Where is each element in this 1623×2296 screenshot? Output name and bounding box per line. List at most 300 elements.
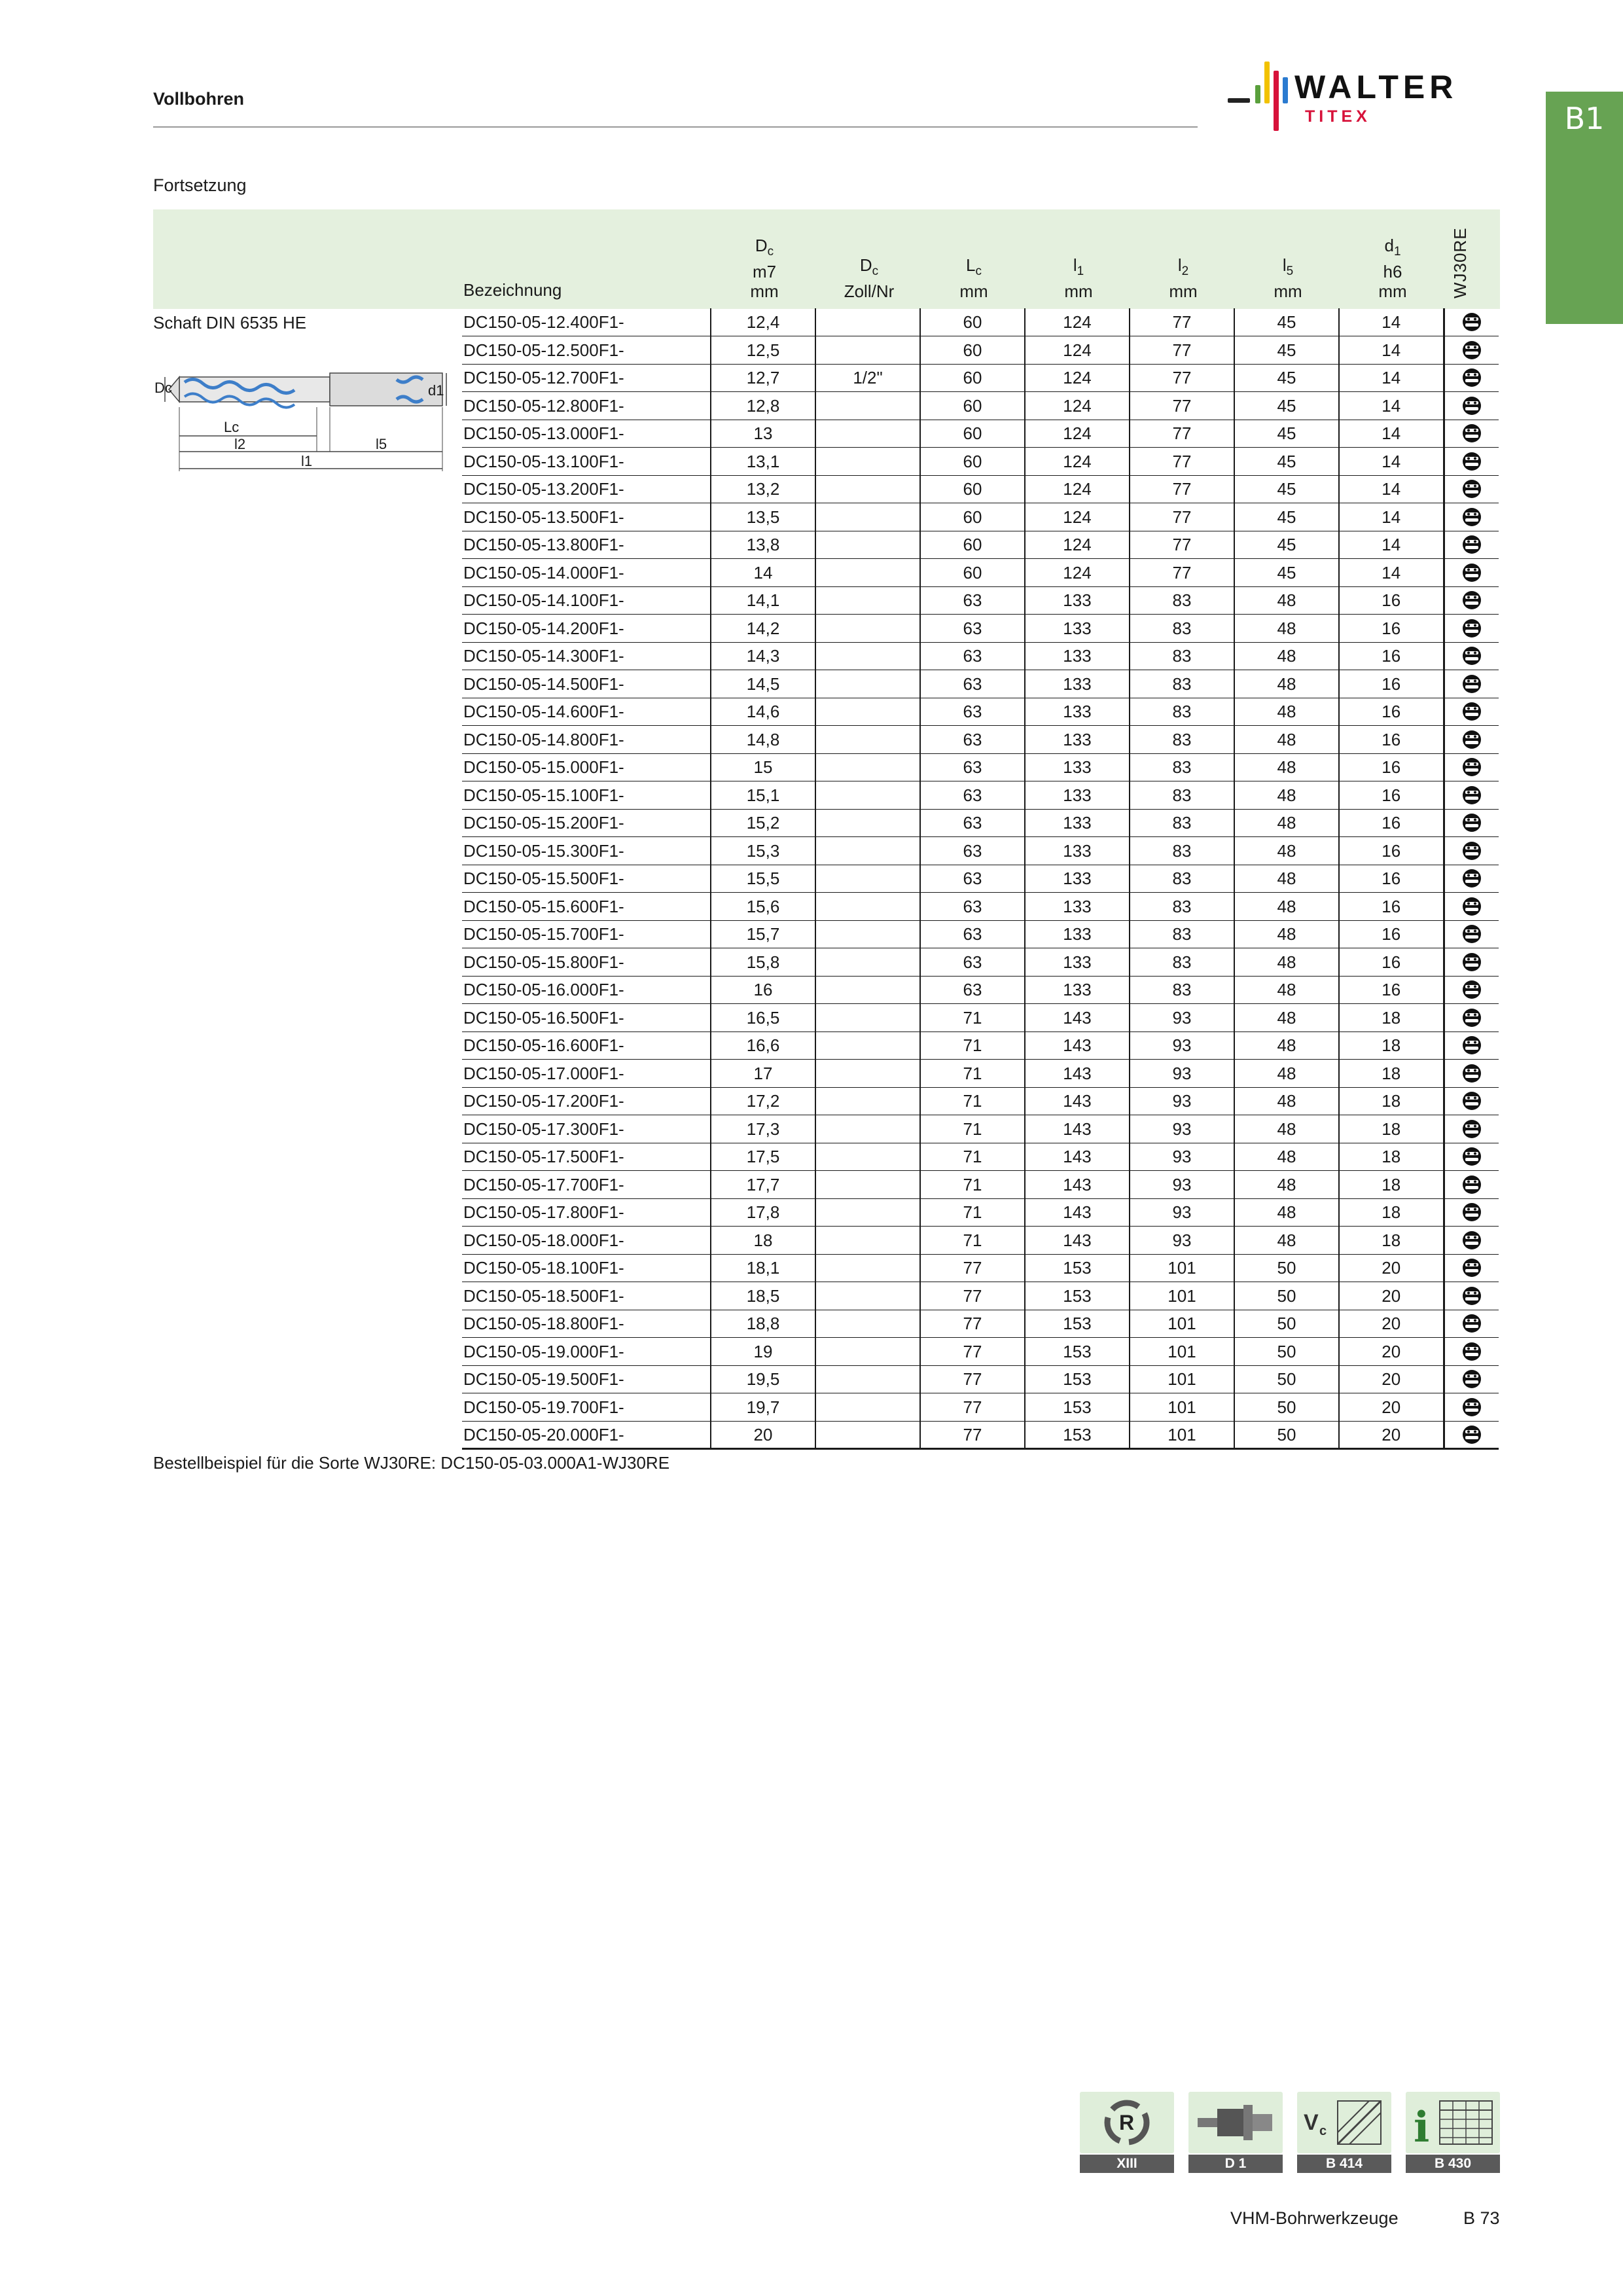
cell-dc: 14,2: [711, 615, 815, 643]
cell-d1: 18: [1339, 1087, 1444, 1115]
cell-d1: 14: [1339, 475, 1444, 503]
cell-l2: 77: [1130, 448, 1234, 476]
cell-l1: 143: [1025, 1198, 1130, 1227]
nav-reconditioning[interactable]: [1080, 2092, 1174, 2173]
cell-lc: 71: [920, 1087, 1025, 1115]
table-row: [462, 1115, 1499, 1143]
cell-l5: 48: [1234, 1227, 1339, 1255]
cell-dc: 17,7: [711, 1171, 815, 1199]
grade-availability-icon: [1444, 1365, 1499, 1393]
grade-availability-icon: [1444, 726, 1499, 754]
cell-bez: DC150-05-16.500F1-: [462, 1004, 711, 1032]
cell-dc: 14,6: [711, 698, 815, 726]
col-header-grade: WJ30RE: [1450, 227, 1470, 298]
cell-lc: 71: [920, 1031, 1025, 1060]
cell-dc: 16,5: [711, 1004, 815, 1032]
cell-l2: 83: [1130, 753, 1234, 781]
table-row: [462, 1031, 1499, 1060]
cell-d1: 16: [1339, 837, 1444, 865]
cell-bez: DC150-05-15.000F1-: [462, 753, 711, 781]
nav-label: B 414: [1297, 2155, 1391, 2173]
cell-l5: 45: [1234, 559, 1339, 587]
table-row: [462, 642, 1499, 670]
table-row: [462, 1365, 1499, 1393]
cell-inch: [815, 336, 920, 365]
cell-l1: 143: [1025, 1031, 1130, 1060]
cell-l5: 48: [1234, 753, 1339, 781]
grade-availability-icon: [1444, 420, 1499, 448]
grade-availability-icon: [1444, 308, 1499, 336]
cell-bez: DC150-05-12.800F1-: [462, 392, 711, 420]
cell-bez: DC150-05-15.300F1-: [462, 837, 711, 865]
logo-submark: TITEX: [1305, 107, 1371, 126]
grade-availability-icon: [1444, 531, 1499, 559]
cell-l5: 50: [1234, 1393, 1339, 1422]
cell-inch: [815, 1171, 920, 1199]
cell-dc: 15,6: [711, 893, 815, 921]
cell-d1: 14: [1339, 308, 1444, 336]
cell-l5: 45: [1234, 308, 1339, 336]
grade-availability-icon: [1444, 586, 1499, 615]
cell-lc: 63: [920, 586, 1025, 615]
grade-availability-icon: [1444, 1227, 1499, 1255]
cell-d1: 20: [1339, 1282, 1444, 1310]
cell-bez: DC150-05-15.600F1-: [462, 893, 711, 921]
cell-inch: [815, 1282, 920, 1310]
grade-availability-icon: [1444, 364, 1499, 392]
cell-dc: 19,5: [711, 1365, 815, 1393]
table-row: [462, 559, 1499, 587]
table-row: [462, 336, 1499, 365]
cell-dc: 12,5: [711, 336, 815, 365]
cell-inch: [815, 809, 920, 837]
cell-l5: 48: [1234, 615, 1339, 643]
cell-d1: 16: [1339, 726, 1444, 754]
cell-lc: 60: [920, 448, 1025, 476]
table-row: [462, 1143, 1499, 1171]
cell-l1: 153: [1025, 1393, 1130, 1422]
grade-availability-icon: [1444, 809, 1499, 837]
cell-lc: 77: [920, 1282, 1025, 1310]
cell-d1: 20: [1339, 1365, 1444, 1393]
grade-availability-icon: [1444, 503, 1499, 531]
cell-lc: 60: [920, 531, 1025, 559]
cell-l5: 45: [1234, 531, 1339, 559]
table-row: [462, 837, 1499, 865]
cell-lc: 71: [920, 1198, 1025, 1227]
cell-bez: DC150-05-18.800F1-: [462, 1310, 711, 1338]
cell-l1: 143: [1025, 1087, 1130, 1115]
cell-l2: 83: [1130, 586, 1234, 615]
grade-availability-icon: [1444, 336, 1499, 365]
footer-title: VHM-Bohrwerkzeuge: [1230, 2208, 1399, 2228]
cell-l5: 48: [1234, 1198, 1339, 1227]
cell-inch: [815, 781, 920, 810]
cell-l1: 153: [1025, 1338, 1130, 1366]
table-row: [462, 1393, 1499, 1422]
cell-l2: 77: [1130, 364, 1234, 392]
cell-lc: 63: [920, 893, 1025, 921]
cell-bez: DC150-05-16.000F1-: [462, 976, 711, 1004]
nav-cutting-data[interactable]: [1297, 2092, 1391, 2173]
cell-dc: 17,8: [711, 1198, 815, 1227]
table-row: [462, 865, 1499, 893]
table-row: [462, 976, 1499, 1004]
nav-tool-holder[interactable]: [1188, 2092, 1283, 2173]
cell-dc: 12,7: [711, 364, 815, 392]
drill-dimension-drawing: [153, 353, 448, 484]
cell-bez: DC150-05-14.600F1-: [462, 698, 711, 726]
cell-d1: 14: [1339, 336, 1444, 365]
cell-l1: 143: [1025, 1004, 1130, 1032]
cell-bez: DC150-05-13.000F1-: [462, 420, 711, 448]
cell-inch: [815, 615, 920, 643]
table-row: [462, 1087, 1499, 1115]
table-row: [462, 920, 1499, 948]
cell-l1: 153: [1025, 1254, 1130, 1282]
cell-d1: 14: [1339, 392, 1444, 420]
product-table: [462, 308, 1499, 1450]
cell-l1: 124: [1025, 308, 1130, 336]
table-row: [462, 475, 1499, 503]
cell-lc: 63: [920, 753, 1025, 781]
page-number: B 73: [1463, 2208, 1500, 2228]
cell-bez: DC150-05-13.100F1-: [462, 448, 711, 476]
cell-inch: [815, 1087, 920, 1115]
cell-dc: 19: [711, 1338, 815, 1366]
table-row: [462, 1171, 1499, 1199]
cell-l5: 48: [1234, 1115, 1339, 1143]
cell-l2: 83: [1130, 976, 1234, 1004]
cell-dc: 14,1: [711, 586, 815, 615]
cell-inch: [815, 670, 920, 698]
cell-lc: 77: [920, 1421, 1025, 1449]
cell-d1: 18: [1339, 1060, 1444, 1088]
cell-l1: 143: [1025, 1227, 1130, 1255]
cell-l2: 83: [1130, 781, 1234, 810]
col-header-dc: $D_c$ m7 mm: [750, 236, 779, 302]
grade-availability-icon: [1444, 1143, 1499, 1171]
cell-l2: 93: [1130, 1115, 1234, 1143]
cell-lc: 63: [920, 809, 1025, 837]
cell-l2: 101: [1130, 1365, 1234, 1393]
cell-l1: 124: [1025, 336, 1130, 365]
cell-l5: 50: [1234, 1365, 1339, 1393]
cell-l1: 133: [1025, 948, 1130, 977]
cell-lc: 63: [920, 698, 1025, 726]
table-row: [462, 1060, 1499, 1088]
col-header-lc: $L_c$ mm: [959, 255, 988, 302]
table-row: [462, 615, 1499, 643]
table-row: [462, 1227, 1499, 1255]
grade-availability-icon: [1444, 1004, 1499, 1032]
cell-l5: 48: [1234, 1143, 1339, 1171]
cell-lc: 60: [920, 475, 1025, 503]
cell-lc: 63: [920, 670, 1025, 698]
cell-lc: 63: [920, 865, 1025, 893]
cell-inch: [815, 753, 920, 781]
cell-l2: 93: [1130, 1227, 1234, 1255]
tool-holder-icon: [1188, 2092, 1283, 2153]
info-table-icon: [1406, 2092, 1500, 2153]
cell-bez: DC150-05-14.000F1-: [462, 559, 711, 587]
cell-l1: 133: [1025, 837, 1130, 865]
cell-d1: 14: [1339, 531, 1444, 559]
cell-l2: 83: [1130, 837, 1234, 865]
cell-l1: 124: [1025, 475, 1130, 503]
cell-d1: 16: [1339, 893, 1444, 921]
cell-l1: 143: [1025, 1060, 1130, 1088]
table-row: [462, 1338, 1499, 1366]
cell-dc: 16: [711, 976, 815, 1004]
cell-dc: 14: [711, 559, 815, 587]
cell-inch: [815, 503, 920, 531]
table-row: [462, 726, 1499, 754]
cell-l1: 133: [1025, 809, 1130, 837]
cell-l2: 77: [1130, 308, 1234, 336]
cell-l1: 124: [1025, 420, 1130, 448]
grade-availability-icon: [1444, 1421, 1499, 1449]
cell-bez: DC150-05-15.500F1-: [462, 865, 711, 893]
cell-l2: 83: [1130, 865, 1234, 893]
cell-lc: 71: [920, 1004, 1025, 1032]
cell-lc: 71: [920, 1227, 1025, 1255]
cell-l5: 48: [1234, 726, 1339, 754]
cell-l1: 124: [1025, 559, 1130, 587]
cell-d1: 14: [1339, 448, 1444, 476]
cell-l2: 101: [1130, 1421, 1234, 1449]
cell-bez: DC150-05-13.200F1-: [462, 475, 711, 503]
table-row: [462, 893, 1499, 921]
nav-label: D 1: [1188, 2155, 1283, 2173]
cell-lc: 63: [920, 726, 1025, 754]
logo-bar-dark: [1228, 98, 1250, 103]
reconditioning-icon: [1080, 2092, 1174, 2153]
cell-dc: 19,7: [711, 1393, 815, 1422]
drawing-label-lc: Lc: [224, 419, 240, 435]
cell-l2: 83: [1130, 615, 1234, 643]
cell-l2: 83: [1130, 670, 1234, 698]
cell-l1: 153: [1025, 1365, 1130, 1393]
cell-l5: 48: [1234, 1060, 1339, 1088]
cell-d1: 18: [1339, 1227, 1444, 1255]
cell-dc: 14,5: [711, 670, 815, 698]
cell-l5: 48: [1234, 1031, 1339, 1060]
cell-l1: 133: [1025, 670, 1130, 698]
order-example: Bestellbeispiel für die Sorte WJ30RE: DC150-05-03.000A1-WJ30RE: [153, 1453, 670, 1473]
table-row: [462, 1310, 1499, 1338]
cell-d1: 14: [1339, 420, 1444, 448]
cell-inch: [815, 1338, 920, 1366]
cell-l1: 124: [1025, 531, 1130, 559]
grade-availability-icon: [1444, 976, 1499, 1004]
cell-lc: 60: [920, 336, 1025, 365]
cell-d1: 16: [1339, 781, 1444, 810]
cell-dc: 17,3: [711, 1115, 815, 1143]
grade-availability-icon: [1444, 1198, 1499, 1227]
cell-bez: DC150-05-15.700F1-: [462, 920, 711, 948]
cell-dc: 15: [711, 753, 815, 781]
cell-inch: [815, 448, 920, 476]
cell-l2: 101: [1130, 1393, 1234, 1422]
cell-l5: 48: [1234, 642, 1339, 670]
nav-label: B 430: [1406, 2155, 1500, 2173]
cell-d1: 16: [1339, 753, 1444, 781]
cell-l1: 133: [1025, 893, 1130, 921]
cell-d1: 16: [1339, 809, 1444, 837]
col-header-l2: $l_2$ mm: [1169, 255, 1198, 302]
cell-l5: 48: [1234, 920, 1339, 948]
cell-l1: 153: [1025, 1421, 1130, 1449]
cell-dc: 12,4: [711, 308, 815, 336]
logo-bar-blue: [1283, 77, 1288, 103]
cell-bez: DC150-05-12.500F1-: [462, 336, 711, 365]
grade-availability-icon: [1444, 1171, 1499, 1199]
cell-lc: 77: [920, 1393, 1025, 1422]
cell-dc: 13: [711, 420, 815, 448]
cell-l2: 77: [1130, 475, 1234, 503]
cell-d1: 20: [1339, 1310, 1444, 1338]
cell-l1: 133: [1025, 976, 1130, 1004]
cell-inch: [815, 1198, 920, 1227]
cell-lc: 63: [920, 920, 1025, 948]
cell-d1: 20: [1339, 1254, 1444, 1282]
table-row: [462, 698, 1499, 726]
table-row: [462, 364, 1499, 392]
continuation-label: Fortsetzung: [153, 175, 247, 195]
cell-l5: 48: [1234, 586, 1339, 615]
cell-dc: 18,1: [711, 1254, 815, 1282]
cell-d1: 16: [1339, 586, 1444, 615]
cell-dc: 17,2: [711, 1087, 815, 1115]
cell-dc: 15,1: [711, 781, 815, 810]
cell-dc: 16,6: [711, 1031, 815, 1060]
cell-l5: 45: [1234, 392, 1339, 420]
cell-l5: 45: [1234, 448, 1339, 476]
logo-bar-yellow: [1264, 62, 1270, 103]
col-header-l1: $l_1$ mm: [1064, 255, 1093, 302]
cell-l2: 77: [1130, 392, 1234, 420]
cell-l2: 83: [1130, 726, 1234, 754]
cell-l1: 153: [1025, 1282, 1130, 1310]
cell-inch: [815, 1115, 920, 1143]
cell-inch: [815, 1254, 920, 1282]
cell-l1: 133: [1025, 726, 1130, 754]
cell-d1: 18: [1339, 1115, 1444, 1143]
cell-bez: DC150-05-14.200F1-: [462, 615, 711, 643]
cell-inch: [815, 1227, 920, 1255]
cell-dc: 14,8: [711, 726, 815, 754]
cell-l5: 45: [1234, 364, 1339, 392]
cell-l5: 48: [1234, 948, 1339, 977]
grade-availability-icon: [1444, 670, 1499, 698]
cell-d1: 18: [1339, 1031, 1444, 1060]
table-row: [462, 448, 1499, 476]
cell-l1: 124: [1025, 364, 1130, 392]
cell-bez: DC150-05-19.000F1-: [462, 1338, 711, 1366]
cell-bez: DC150-05-17.300F1-: [462, 1115, 711, 1143]
logo-bar-red: [1274, 71, 1279, 131]
cell-d1: 16: [1339, 920, 1444, 948]
cell-lc: 63: [920, 837, 1025, 865]
nav-info-table[interactable]: [1406, 2092, 1500, 2173]
chapter-tab[interactable]: B1: [1546, 92, 1623, 324]
cell-bez: DC150-05-16.600F1-: [462, 1031, 711, 1060]
cell-l5: 48: [1234, 781, 1339, 810]
cell-lc: 77: [920, 1338, 1025, 1366]
svg-text:i: i: [1414, 2103, 1430, 2152]
grade-availability-icon: [1444, 865, 1499, 893]
cell-l2: 77: [1130, 531, 1234, 559]
cell-d1: 20: [1339, 1421, 1444, 1449]
cell-l1: 124: [1025, 448, 1130, 476]
grade-availability-icon: [1444, 698, 1499, 726]
grade-availability-icon: [1444, 1087, 1499, 1115]
cell-l1: 133: [1025, 920, 1130, 948]
cell-l2: 93: [1130, 1198, 1234, 1227]
cell-l5: 50: [1234, 1254, 1339, 1282]
cell-l5: 45: [1234, 475, 1339, 503]
grade-availability-icon: [1444, 1310, 1499, 1338]
cell-dc: 13,5: [711, 503, 815, 531]
cell-bez: DC150-05-19.500F1-: [462, 1365, 711, 1393]
grade-availability-icon: [1444, 893, 1499, 921]
cell-bez: DC150-05-17.500F1-: [462, 1143, 711, 1171]
cell-inch: [815, 837, 920, 865]
cell-bez: DC150-05-17.200F1-: [462, 1087, 711, 1115]
table-row: [462, 753, 1499, 781]
cell-l1: 143: [1025, 1171, 1130, 1199]
grade-availability-icon: [1444, 781, 1499, 810]
grade-availability-icon: [1444, 1254, 1499, 1282]
table-row: [462, 586, 1499, 615]
cell-l1: 143: [1025, 1143, 1130, 1171]
cell-inch: [815, 475, 920, 503]
cell-l2: 83: [1130, 920, 1234, 948]
cell-bez: DC150-05-17.800F1-: [462, 1198, 711, 1227]
cell-d1: 14: [1339, 503, 1444, 531]
cell-inch: 1/2": [815, 364, 920, 392]
table-row: [462, 531, 1499, 559]
cell-l1: 133: [1025, 642, 1130, 670]
cell-bez: DC150-05-17.000F1-: [462, 1060, 711, 1088]
cell-l2: 77: [1130, 503, 1234, 531]
cell-inch: [815, 698, 920, 726]
cell-d1: 16: [1339, 698, 1444, 726]
table-row: [462, 1421, 1499, 1449]
cell-lc: 60: [920, 503, 1025, 531]
cell-l5: 45: [1234, 503, 1339, 531]
cell-dc: 13,2: [711, 475, 815, 503]
grade-availability-icon: [1444, 448, 1499, 476]
cell-inch: [815, 559, 920, 587]
grade-availability-icon: [1444, 1031, 1499, 1060]
drawing-label-l2: l2: [234, 436, 246, 452]
cell-l1: 133: [1025, 615, 1130, 643]
cell-l5: 48: [1234, 893, 1339, 921]
table-row: [462, 503, 1499, 531]
cell-l1: 133: [1025, 698, 1130, 726]
col-header-l5: $l_5$ mm: [1274, 255, 1302, 302]
cell-bez: DC150-05-14.100F1-: [462, 586, 711, 615]
cutting-data-icon: [1297, 2092, 1391, 2153]
cell-bez: DC150-05-12.400F1-: [462, 308, 711, 336]
grade-availability-icon: [1444, 392, 1499, 420]
walter-titex-logo: [1228, 62, 1503, 134]
cell-d1: 20: [1339, 1393, 1444, 1422]
cell-l2: 93: [1130, 1031, 1234, 1060]
col-header-d1: $d_1$ h6 mm: [1378, 236, 1407, 302]
